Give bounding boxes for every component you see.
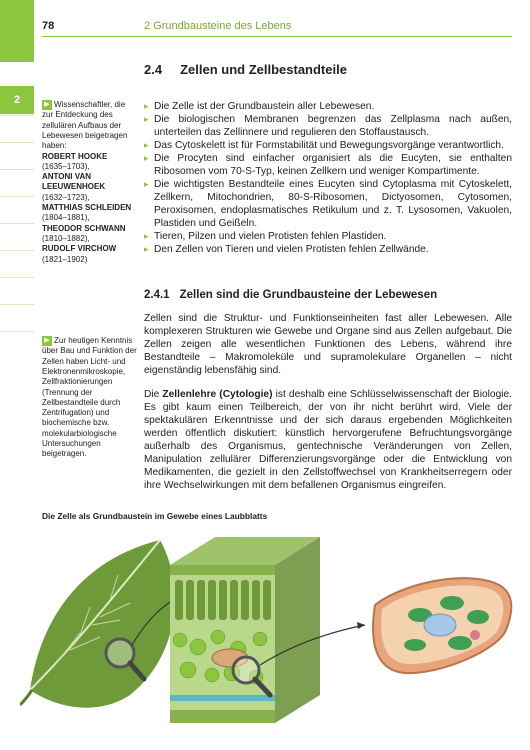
sidenote-methods bbox=[42, 336, 138, 460]
section-title bbox=[144, 62, 347, 77]
header-rule bbox=[42, 36, 512, 37]
scientist-years: (1821–1902) bbox=[42, 254, 88, 264]
sidenote-scientists bbox=[42, 100, 138, 265]
top-green-tab bbox=[0, 0, 34, 62]
scientist-name: ANTONI VAN LEEUWENHOEK bbox=[42, 172, 106, 192]
paragraph-text bbox=[144, 388, 512, 492]
page-number: 78 bbox=[42, 20, 55, 32]
scientist-years: (1810–1882), bbox=[42, 233, 90, 243]
bullet-item: ▸ Das Cytoskelett ist für Formstabilität und Bewegungsvorgänge verantwortlich. bbox=[144, 139, 512, 152]
section-title-text: Zellen und Zellbestandteile bbox=[180, 62, 347, 77]
plant-cell-illustration bbox=[373, 578, 511, 673]
section-number: 2.4 bbox=[144, 62, 163, 77]
subsection-title-text: Zellen sind die Grundbausteine der Lebewesen bbox=[179, 289, 438, 301]
scientist-name: MATTHIAS SCHLEIDEN bbox=[42, 203, 132, 213]
paragraph-start: Die bbox=[144, 389, 163, 400]
subsection-title bbox=[144, 289, 437, 301]
leaf-tissue-block bbox=[170, 537, 320, 723]
arrow-right-icon: ▶ bbox=[42, 100, 52, 110]
chapter-heading: 2 Grundbausteine des Lebens bbox=[144, 20, 292, 32]
chapter-tab: 2 bbox=[0, 86, 34, 114]
scientist-name: THEODOR SCHWANN bbox=[42, 223, 126, 233]
bullet-item: ▸ Die wichtigsten Bestandteile eines Eucyten sind Cytoplasma mit Cytoskelett, Zellkern, Mitochondrien, 80-S-Ribosomen, Dictyosomen, Cytosomen, Peroxisomen, endoplasmatisches Retikulum und z. T. Lysosomen, Vakuolen, Plastiden und Geißeln. bbox=[144, 178, 512, 230]
scientist-years: (1635–1703), bbox=[42, 161, 90, 171]
term-cytologie: Zellenlehre (Cytologie) bbox=[162, 389, 273, 400]
arrow-right-icon: ▶ bbox=[42, 336, 52, 346]
subsection-number: 2.4.1 bbox=[144, 289, 170, 301]
paragraph-text: Zellen sind die Struktur- und Funktionseinheiten fast aller Lebewesen. Alle komplexeren Strukturen wie Gewebe und Organe sind aus Zellen aufgebaut. Die Zellen zeigen alle wesentlichen Funktionen des Lebens, während ihre Bestandteile – Makromoleküle und supramolekulare Organellen – nicht eigenständig lebensfähig sind. bbox=[144, 313, 512, 376]
sidenote-methods-text: Zur heutigen Kenntnis über Bau und Funktion der Zellen haben Licht- und Elektronenmikroskopie, Zellfraktionierungen (Trennung der Zellbestandteile durch Zentrifugation) und biochemische bzw. molekularbiologische Untersuchungen beigetragen. bbox=[42, 336, 137, 459]
body-paragraph-2 bbox=[144, 388, 512, 492]
scientist-years: (1804–1881), bbox=[42, 213, 90, 223]
body-paragraph-1 bbox=[144, 312, 512, 377]
paragraph-rest: ist deshalb eine Schlüsselwissenschaft der Biologie. Es gibt kaum einen Teilbereich, der von ihr nicht berührt wird. Viele der spektakulären Erkenntnisse und der sich daraus ergebenden Möglichkeiten werden öffentlich diskutiert: künstlich hervorgerufene Befruchtungsvorgänge außerhalb des Organismus, gentechnische Veränderungen von Zellen, Manipulation zellulärer Differenzierungsvorgänge oder die Entwicklung von Medikamenten, die gezielt in den Zellstoffwechsel von Krankheitserregern oder ihre Wechselwirkungen mit dem befallenen Organismus eingreifen. bbox=[144, 389, 512, 491]
bullet-item: ▸ Die Zelle ist der Grundbaustein aller Lebewesen. bbox=[144, 100, 512, 113]
bullet-item: ▸ Den Zellen von Tieren und vielen Protisten fehlen Zellwände. bbox=[144, 243, 512, 256]
bullet-item: ▸ Tieren, Pilzen und vielen Protisten fehlen Plastiden. bbox=[144, 230, 512, 243]
scientist-years: (1632–1723), bbox=[42, 192, 90, 202]
scientist-name: ROBERT HOOKE bbox=[42, 151, 108, 161]
figure-caption: Die Zelle als Grundbaustein im Gewebe eines Laubblatts bbox=[42, 511, 268, 521]
summary-bullets bbox=[144, 100, 512, 256]
leaf-tissue-figure bbox=[20, 525, 520, 735]
bullet-item: ▸ Die Procyten sind einfacher organisiert als die Eucyten, sie enthalten Ribosomen vom 70-S-Typ, keinen Zellkern und weniger Kompartimente. bbox=[144, 152, 512, 178]
sidenote-intro: Wissenschaftler, die zur Entdeckung des zellulären Aufbaus der Lebewesen beigetragen haben: bbox=[42, 100, 128, 151]
scientist-name: RUDOLF VIRCHOW bbox=[42, 244, 117, 254]
bullet-item: ▸ Die biologischen Membranen begrenzen das Zellplasma nach außen, unterteilen das Zellinnere und regulieren den Stoffaustausch. bbox=[144, 113, 512, 139]
leaf-illustration bbox=[20, 540, 175, 708]
